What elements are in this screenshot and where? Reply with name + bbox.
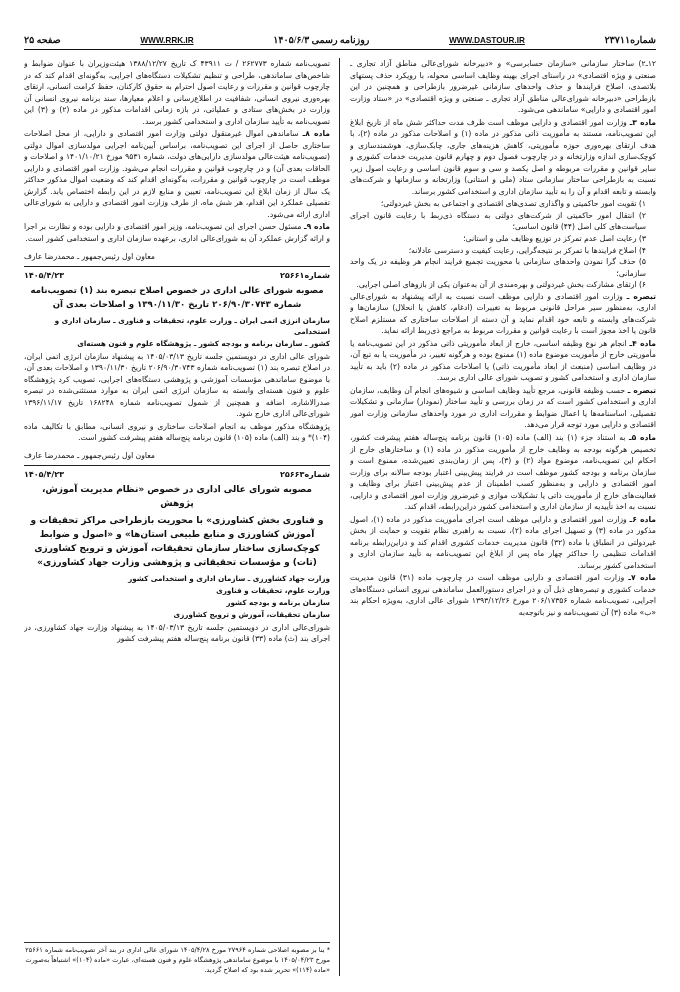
resolution-number: شماره۲۵۶۶۳ [280,470,330,480]
recipients-line: سازمان تحقیقات، آموزش و ترویج کشاورزی [173,609,330,619]
article-6-label: ماده ۶ـ [629,514,656,524]
section-separator [24,465,330,466]
recipients-line: سازمان انرژی اتمی ایران ـ وزارت علوم، تحقیقات و فناوری ـ سازمان اداری و استخدامی [54,315,330,336]
resolution-title: مصوبه شورای عالی اداری در خصوص اصلاح تبصره بند (۱) تصویب‌نامه شماره ۲۰۶/۹۰/۳۰۷۴۳ تاریخ ۱۳۹۰/۱۱/۳۰ و اصلاحات بعدی آن [30,286,324,310]
article-7-label: ماده ۷ـ [628,573,656,583]
article-3 [350,117,656,198]
list-item: ۲) انتقال امور حاکمیتی از شرکت‌های دولتی به دستگاه ذی‌ربط با رعایت قانون اجرای سیاست‌های کلی اصل (۴۴) قانون اساسی؛ [350,210,646,232]
resolution-body: پژوهشگاه مذکور موظف به انجام اصلاحات ساختاری و نیروی انسانی، مطابق با تکالیف ماده (۱۰۴)* و بند (الف) ماده (۱۰۵) قانون برنامه پنج‌ساله هفتم پیشرفت کشور است. [24,421,330,443]
article-9-label: ماده ۹ـ [303,222,330,232]
article-7-text: وزارت امور اقتصادی و دارایی موظف است در چارچوب ماده (۳۱) قانون مدیریت خدمات کشوری و تبصره‌های ذیل آن و در اجرای دستورالعمل ساماندهی نیروی انسانی دستگاه‌های اجرایی، تصویب‌نامه شماره ۲۰۶/۱۷۳۵۶ مورخ ۱۳۹۳/۱۲/۲۶ شورای عالی اداری، به‌ویژه احکام بند «ب» ماده (۳) آن تصویب‌نامه و نیز باتوجه‌به [350,573,656,617]
right-column [350,58,656,976]
gazette-date: روزنامه رسمی ۱۴۰۵/۶/۳ [273,36,370,47]
recipients-line: وزارت علوم، تحقیقات و فناوری [216,586,330,595]
note-1-label: تبصره ـ [626,291,656,301]
resolution-title: و فناوری بخش کشاورزی» با محوریت بازطراحی مراکز تحقیقات و آموزش کشاورزی و منابع طبیعی استان‌ها» و «اصول و ضوابط کوچک‌سازی ساختار سازمان تحقیقات، آموزش و ترویج کشاورزی (تات) و مؤسسات تحقیقاتی و پژوهشی وزارت جهاد کشاورزی» [30,516,324,569]
issue-number: شماره۲۳۷۱۱ [604,36,656,47]
article-9 [24,221,330,244]
resolution-body: شورای عالی اداری در دویستمین جلسه تاریخ ۱۴۰۵/۰۳/۱۳ به پیشنهاد سازمان انرژی اتمی ایران، در اصلاح تبصره بند (۱) تصویب‌نامه شماره ۲۰۶/۹۰/۳۰۷۴۳ تاریخ ۱۳۹۰/۱۱/۳۰ و اصلاحات بعدی آن، با موضوع ساماندهی مؤسسات آموزشی و پژوهشی دستگاه‌های اجرایی، تصویب کرد پژوهشگاه علوم و فنون هسته‌ای وابسته به سازمان انرژی اتمی ایران به موارد مستثنی‌شده در تبصره صدرالاشاره، اضافه و همچنین از شمول تصویب‌نامه شماره ۱۶۸۲۴۸ تاریخ ۱۳۹۶/۱۱/۱۷ شورای‌عالی اداری خارج شود. [24,351,330,419]
page-header [24,34,656,50]
article-8-text: ساماندهی اموال غیرمنقول دولتی وزارت امور اقتصادی و دارایی، از محل اصلاحات ساختاری حاصل از اجرای این تصویب‌نامه، براساس آیین‌نامه اجرایی مولدسازی اموال دولتی (تصویب‌نامه هیئت‌عالی مولدسازی دارایی‌های دولت، شماره ۹۵۳۱ مورخ ۱۴۰۱/۱۰/۲۱ و اصلاحات و الحاقات بعدی آن) و در چارچوب قوانین و مقررات انجام می‌شود. وزارت امور اقتصادی و دارایی موظف است در چارچوب قوانین و مقررات، به‌گونه‌ای اقدام کند که وضعیت اموال مذکور حداکثر یک سال از زمان ابلاغ این تصویب‌نامه، تعیین و منابع لازم در این رابطه اختصاص یابد. گزارش تفصیلی عملکرد این اقدام، هر شش ماه، از طرف وزارت امور اقتصادی و دارایی به شورای‌عالی اداری ارائه می‌شود. [24,129,330,219]
resolution-number: شماره۲۵۶۶۱ [280,271,330,281]
article-5 [350,432,656,513]
left-column [24,58,330,976]
article-4-label: ماده ۴ـ [629,338,656,348]
resolution-date: ۱۴۰۵/۴/۲۳ [24,271,65,281]
list-item: ۵) حذف گرا نمودن واحدهای سازمانی با محوریت تجمیع فرایند انجام هر وظیفه در یک واحد سازمانی؛ [350,257,646,278]
section-separator [24,266,330,267]
note-2 [350,385,656,431]
article-8-label: ماده ۸ـ [302,129,330,139]
resolution-date: ۱۴۰۵/۴/۲۳ [24,470,65,480]
continued-paragraph: تصویب‌نامه شماره ۲۶۲۷۷۳ / ت ۴۳۹۱۱ ک تاریخ ۱۳۸۸/۱۲/۲۷ هیئت‌وزیران با عنوان ضوابط و شاخص‌های ساماندهی، طراحی و تنظیم تشکیلات دستگاه‌های اجرایی، به‌گونه‌ای اقدام کند که در چارچوب قوانین و مقررات و رعایت اصول احترام به حقوق کارکنان، حفظ کرامت انسانی، ارتقای بهره‌وری نیروی انسانی، شفافیت در اطلاع‌رسانی و اعلام معیارها، سند برنامه نیروی انسانی آن وزارت در بخش‌های ستادی و عملیاتی، در بازه زمانی اقدامات مذکور در ماده (۲) و (۳) این تصویب‌نامه به تأیید سازمان اداری و استخدامی کشور برسد. [24,59,330,126]
article-9-text: مسئول حسن اجرای این تصویب‌نامه، وزیر امور اقتصادی و دارایی بوده و نظارت بر اجرا و ارائه گزارش عملکرد آن به شورای‌عالی اداری، برعهده سازمان اداری و استخدامی کشور است. [24,222,330,243]
list-item: ۶) ارتقای مشارکت بخش غیردولتی و بهره‌مندی از آن به‌عنوان یکی از بازوهای اصلی اجرایی. [356,280,646,290]
article-6-text: وزارت امور اقتصادی و دارایی موظف است اجرای مأموریت مذکور در ماده (۱)، اصول مذکور در ماده (۳) و تسهیل اجرای ماده (۲)، نسبت به راهبری نظام تقویت و حمایت از بخش غیردولتی در انطباق با ماده (۳۲) قانون مدیریت خدمات کشوری اقدام کند و دراین‌رابطه برنامه اقدامات تنظیمی را حداکثر چهار ماه پس از ابلاغ این تصویب‌نامه به تأیید سازمان اداری و استخدامی کشور برساند. [350,514,656,570]
article-6 [350,514,656,572]
rrk-link[interactable]: WWW.RRK.IR [140,36,194,46]
footnote: * بنا بر مصوبه اصلاحی شماره ۲۷۹۶۴ مورخ ۱۴۰۵/۴/۲۸ شورای عالی اداری در بند آخر تصویب‌نامه شماره ۲۵۶۶۱ مورخ ۱۴۰۵/۰۴/۲۳ با موضوع ساماندهی پژوهشگاه علوم و فنون هسته‌ای، عبارت «ماده (۱۰۴)» اشتباهاً به‌صورت «ماده (۱۱۴)» تحریر شده بود که اصلاح گردید. [24,942,330,976]
column-divider [339,58,340,976]
note-2-text: حسب وظیفه قانونی، مرجع تأیید وظایف اساسی و شیوه‌های انجام آن وظایف، سازمان اداری و استخدامی کشور است که در زمان بررسی و تأیید ساختار (نمودار) سازمانی و تشکیلات تفصیلی، اساسنامه‌ها یا اعمال ضوابط و مقررات اداری در مورد واحدهای سازمانی وزارت امور اقتصادی و دارایی مورد توجه قرار می‌دهد. [350,385,656,430]
resolution-body: شورای‌عالی اداری در دویستمین جلسه تاریخ ۱۴۰۵/۰۳/۱۳ به پیشنهاد وزارت جهاد کشاورزی، در اجرای بند (ث) ماده (۳۳) قانون برنامه پنج‌ساله هفتم پیشرفت کشور [24,622,330,644]
list-item: ۴) اصلاح فرایندها با تمرکز بر نتیجه‌گرایی، رعایت کیفیت و دسترسی عادلانه؛ [408,245,646,255]
article-4 [350,338,656,384]
article-5-text: به استناد جزء (۱) بند (الف) ماده (۱۰۵) قانون برنامه پنج‌ساله هفتم پیشرفت کشور، تخصیص هرگونه بودجه به وظایف خارج از مأموریت مذکور در ماده (۱) و ساختارهای خارج از احکام این تصویب‌نامه، موضوع مواد (۲) و (۳)، پس از زمان‌بندی تعیین‌شده، ممنوع است و سازمان برنامه و بودجه کشور موظف است در فرایند پیش‌بینی اعتبار بودجه سالانه برای وزارت امور اقتصادی و دارایی و به‌منظور کسب اطمینان از عدم پیش‌بینی اعتبار برای وظایف و فعالیت‌های خارج از مأموریت ذاتی یا تشکیلات موازی و غیرضرور وزارت امور اقتصادی و دارایی، نسبت به اخذ تأییدیه از سازمان اداری و استخدامی کشور دراین‌رابطه، اقدام کند. [350,433,656,512]
note-2-label: تبصره ـ [627,385,656,395]
note-1-text: وزارت امور اقتصادی و دارایی موظف است نسبت به ارائه پیشنهاد به شورای‌عالی اداری، به‌منظور سیر مراحل قانونی مربوط به تغییرات (ادغام، کاهش یا انحلال) سازمان‌ها و شرکت‌های وابسته و تابعه خود اقدام نماید و آن دسته از اصلاحات ساختاری که مستلزم اصلاح قانون یا اخذ مجوز است با رعایت قوانین و مقررات مربوط به مراجع ذی‌ربط ارائه نماید. [350,291,656,336]
recipients-line: کشور ـ سازمان برنامه و بودجه کشور ـ پژوهشگاه علوم و فنون هسته‌ای [77,338,330,348]
dastour-link[interactable]: WWW.DASTOUR.IR [449,36,525,46]
article-4-text: انجام هر نوع وظیفه اساسی، خارج از ابعاد مأموریتی ذاتی مذکور در این تصویب‌نامه یا مأموریتی خارج از مأموریت موضوع ماده (۱) ممنوع بوده و هرگونه تغییر، در مأموریت یا به تبع آن، در وظایف اساسی (منبعث از ابعاد مأموریت ذاتی) یا اصلاحات مذکور در ماده (۲) باید به تأیید سازمان اداری و استخدامی کشور و تصویب شورای عالی اداری برسد. [350,338,656,383]
article-5-label: ماده ۵ـ [628,433,656,442]
article-3-text: وزارت امور اقتصادی و دارایی موظف است ظرف مدت حداکثر شش ماه از تاریخ ابلاغ این تصویب‌نامه، مستند به مأموریت ذاتی مذکور در ماده (۱) و اصلاحات مذکور در ماده (۲)، با هدف ارتقای بهره‌وری حوزه مأموریتی، کاهش هزینه‌های جاری، چابک‌سازی، هوشمندسازی و کوچک‌سازی اندازه وزارتخانه و در چارچوب فصول دوم و چهارم قانون مدیریت خدمات کشوری و سایر قوانین و مقررات مربوطه و اصل یکصد و سی و سوم قانون اساسی و رعایت اصول زیر، نسبت به بازطراحی ساختار سازمانی ستاد (ملی و استانی) وزارتخانه و سازمانها و شرکت‌های وابسته و تابعه اقدام و آن را به تأیید سازمان اداری و استخدامی کشور برساند. [350,117,656,196]
list-item: ۳) رعایت اصل عدم تمرکز در توزیع وظایف ملی و استانی؛ [463,233,646,243]
article-7 [350,572,656,618]
recipients-line: سازمان برنامه و بودجه کشور [226,597,330,607]
resolution-head [24,469,330,481]
page-number: صفحه ۲۵ [24,36,61,47]
recipients-line: وزارت جهاد کشاورزی ـ سازمان اداری و استخدامی کشور [128,574,330,584]
list-item: ۱) تقویت امور حاکمیتی و واگذاری تصدی‌های اقتصادی و اجتماعی به بخش غیردولتی؛ [380,199,646,209]
article-3-label: ماده ۳ـ [629,117,656,127]
resolution-head [24,270,330,282]
note-1 [350,291,656,337]
article-8 [24,128,330,220]
resolution-title-lead: مصوبه شورای عالی اداری در خصوص «نظام مدیریت آموزش، پژوهش [41,485,313,510]
signature: معاون اول رئیس‌جمهور ـ محمدرضا عارف [24,251,155,261]
signature: معاون اول رئیس‌جمهور ـ محمدرضا عارف [24,450,155,460]
paragraph-12-2: ۱۲ـ۲) ساختار سازمانی «سازمان حسابرسی» و «دبیرخانه شورای‌عالی مناطق آزاد تجاری ـ صنعتی و ویژه اقتصادی» در راستای اجرای بهینه وظایف اساسی محوله، با رویکرد حذف پستهای بلاتصدی، اصلاح فرایندها و حذف واحدهای سازمانی غیرضرور بازطراحی و همچنین در این بازطراحی «دبیرخانه شورای‌عالی مناطق آزاد تجاری ـ صنعتی و ویژه اقتصادی» در «ستاد وزارت امور اقتصادی و دارایی» ساماندهی می‌شود. [350,59,656,115]
